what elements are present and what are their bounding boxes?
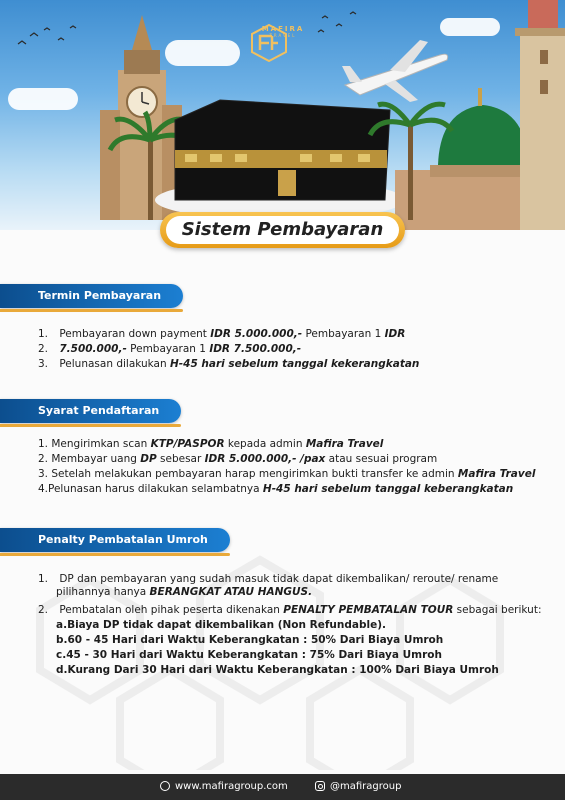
logo-name: MAFIRA bbox=[261, 25, 305, 33]
minaret-icon bbox=[515, 0, 565, 230]
clock-tower-icon bbox=[100, 15, 182, 220]
brand-logo bbox=[250, 24, 316, 38]
instagram-handle[interactable]: @mafiragroup bbox=[330, 781, 402, 792]
globe-icon bbox=[160, 781, 170, 791]
penalty-sub-item: c.45 - 30 Hari dari Waktu Keberangkatan : 75% Dari Biaya Umroh bbox=[56, 649, 442, 661]
syarat-item: 2. Membayar uang DP sebesar IDR 5.000.000,- /pax atau sesuai program bbox=[38, 453, 438, 465]
logo-sub: TRAVEL bbox=[269, 33, 297, 38]
page-title-badge bbox=[160, 212, 405, 248]
section-heading-termin: Termin Pembayaran bbox=[0, 284, 183, 308]
termin-item: 2. 7.500.000,- Pembayaran 1 IDR 7.500.000,- bbox=[38, 343, 302, 355]
page-title: Sistem Pembayaran bbox=[166, 216, 399, 244]
termin-item: 1. Pembayaran down payment IDR 5.000.000,- Pembayaran 1 IDR bbox=[38, 328, 406, 340]
syarat-item: 4.Pelunasan harus dilakukan selambatnya H-45 hari sebelum tanggal keberangkatan bbox=[38, 483, 514, 495]
hero-banner bbox=[0, 0, 565, 230]
penalty-item: 1. DP dan pembayaran yang sudah masuk tidak dapat dikembalikan/ reroute/ rename bbox=[38, 573, 499, 585]
syarat-item: 1. Mengirimkan scan KTP/PASPOR kepada admin Mafira Travel bbox=[38, 438, 384, 450]
airplane-icon bbox=[342, 40, 448, 102]
termin-item: 3. Pelunasan dilakukan H-45 hari sebelum tanggal kekerangkatan bbox=[38, 358, 420, 370]
penalty-item: 2. Pembatalan oleh pihak peserta dikenakan PENALTY PEMBATALAN TOUR sebagai berikut: bbox=[38, 604, 542, 616]
section-heading-penalty: Penalty Pembatalan Umroh bbox=[0, 528, 230, 552]
footer-website[interactable] bbox=[160, 774, 288, 800]
penalty-sub-item: d.Kurang Dari 30 Hari dari Waktu Keberangkatan : 100% Dari Biaya Umroh bbox=[56, 664, 499, 676]
footer-bar bbox=[0, 774, 565, 800]
penalty-sub-item: a.Biaya DP tidak dapat dikembalikan (Non Refundable). bbox=[56, 619, 386, 631]
logo-mark-icon bbox=[250, 24, 288, 62]
syarat-item: 3. Setelah melakukan pembayaran harap mengirimkan bukti transfer ke admin Mafira Travel bbox=[38, 468, 536, 480]
website-link[interactable]: www.mafiragroup.com bbox=[175, 781, 288, 792]
footer-instagram[interactable] bbox=[315, 774, 401, 800]
penalty-item-cont: pilihannya hanya BERANGKAT ATAU HANGUS. bbox=[56, 586, 313, 598]
kaaba-icon bbox=[155, 100, 405, 220]
penalty-sub-item: b.60 - 45 Hari dari Waktu Keberangkatan : 50% Dari Biaya Umroh bbox=[56, 634, 444, 646]
section-heading-syarat: Syarat Pendaftaran bbox=[0, 399, 181, 423]
instagram-icon bbox=[315, 781, 325, 791]
